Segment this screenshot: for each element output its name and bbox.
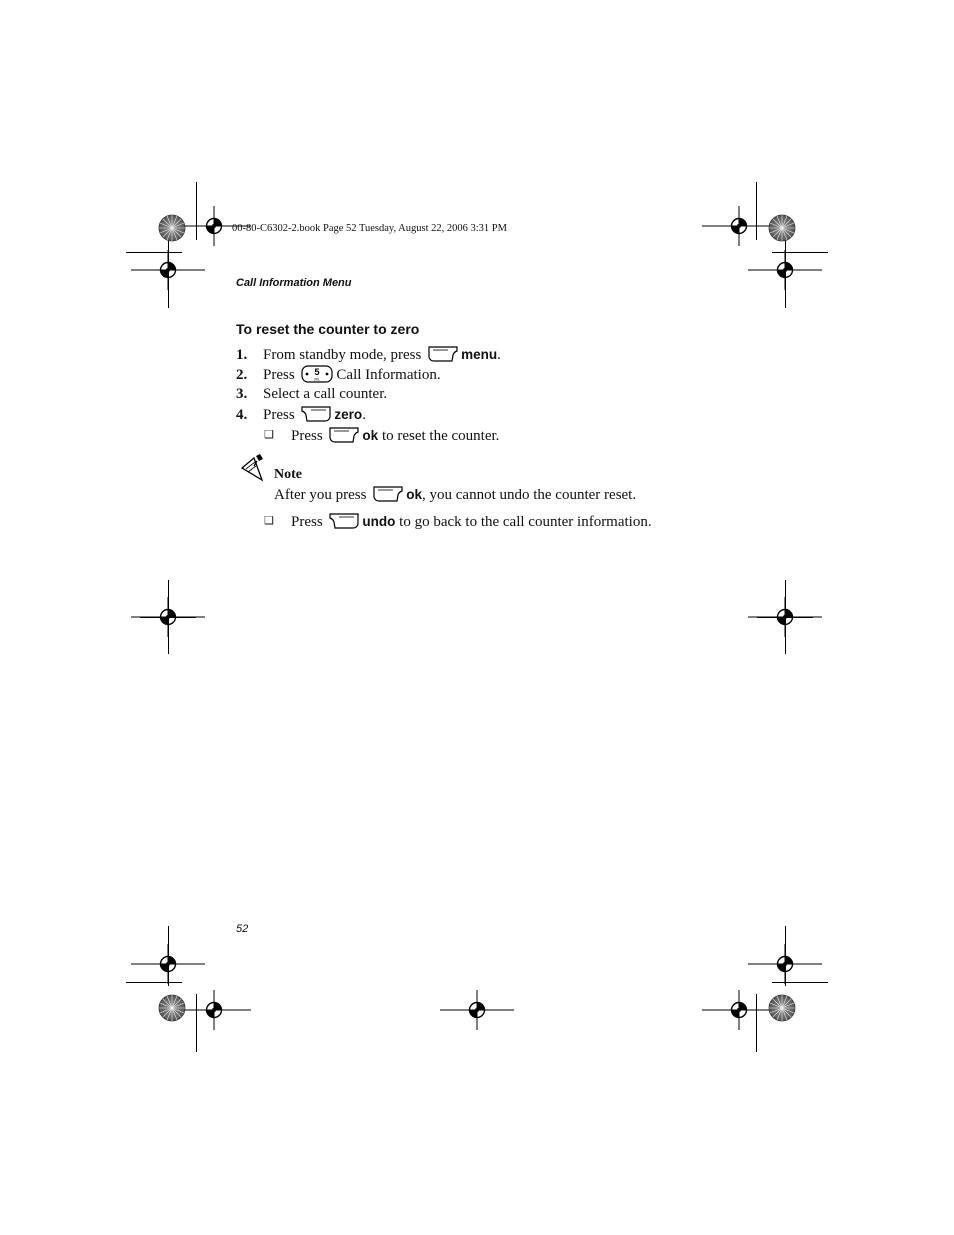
right-softkey-icon xyxy=(373,485,403,508)
page-number: 52 xyxy=(236,923,249,935)
target-mid-right xyxy=(748,597,822,637)
left-softkey-icon xyxy=(301,405,331,428)
step-text: Press xyxy=(263,367,295,383)
menu-key-label: menu xyxy=(461,347,498,362)
starburst-top-right xyxy=(769,215,795,241)
ok-key-label: ok xyxy=(362,428,379,443)
step-1: 1. From standby mode, press menu. xyxy=(236,345,501,368)
step-number: 4. xyxy=(236,407,248,423)
starburst-bottom-right xyxy=(769,995,795,1021)
step-text: From standby mode, press xyxy=(263,347,422,363)
step-3 xyxy=(236,385,387,403)
target-side-top-right xyxy=(748,250,822,290)
zero-key-label: zero xyxy=(334,407,363,422)
key-5-sublabel: JKL xyxy=(313,376,321,382)
step-2: 2. Press 5 JKL Call Information. xyxy=(236,365,441,388)
checkbox-bullet-icon: ❑ xyxy=(264,515,274,527)
target-bottom-center xyxy=(440,990,514,1030)
section-title: To reset the counter to zero xyxy=(236,321,420,337)
left-softkey-icon xyxy=(329,512,359,535)
target-bottom-left xyxy=(177,990,251,1030)
step-text: Select a call counter. xyxy=(263,386,388,402)
target-bottom-right xyxy=(702,990,776,1030)
running-head: Call Information Menu xyxy=(236,277,352,289)
undo-key-label: undo xyxy=(362,514,396,529)
starburst-top-left xyxy=(159,215,185,241)
step-number: 1. xyxy=(236,347,248,363)
note-title: Note xyxy=(274,467,302,482)
step-number: 3. xyxy=(236,386,248,402)
checkbox-bullet-icon: ❑ xyxy=(264,429,274,441)
note-body: After you press ok, you cannot undo the counter reset. xyxy=(274,485,636,508)
starburst-bottom-left xyxy=(159,995,185,1021)
substep-ok: ❑ Press ok to reset the counter. xyxy=(264,426,499,449)
target-top-right xyxy=(702,206,776,246)
target-side-top-left xyxy=(131,250,205,290)
note-icon xyxy=(240,454,266,489)
target-side-bottom-right xyxy=(748,944,822,984)
right-softkey-icon xyxy=(329,426,359,449)
step-text: Press xyxy=(263,407,295,423)
step-4: 4. Press zero. xyxy=(236,405,366,428)
ok-key-label: ok xyxy=(406,487,422,502)
target-side-bottom-left xyxy=(131,944,205,984)
step-number: 2. xyxy=(236,367,248,383)
key-5-label: 5 xyxy=(314,367,320,377)
file-header: 00-80-C6302-2.book Page 52 Tuesday, August 22, 2006 3:31 PM xyxy=(232,223,507,234)
target-mid-left xyxy=(131,597,205,637)
substep-undo: ❑ Press undo to go back to the call counter information. xyxy=(264,512,652,535)
